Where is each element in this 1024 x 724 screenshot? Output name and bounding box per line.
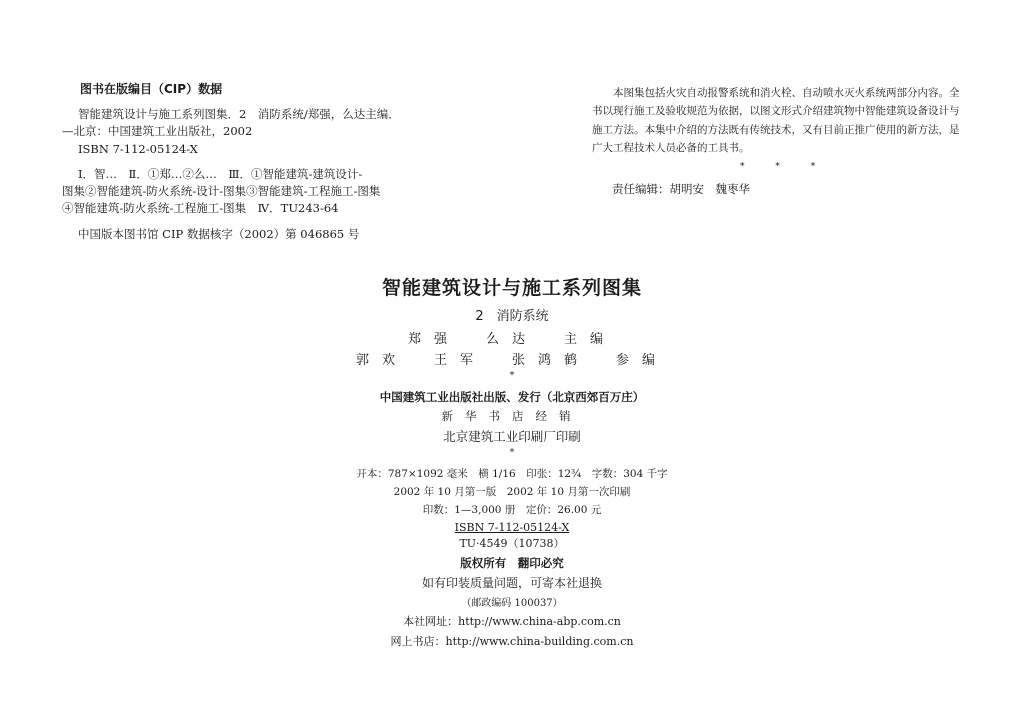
separator-mark: *	[509, 447, 515, 458]
copyright-notice: 版权所有 翻印必究	[460, 555, 564, 570]
format-specs: 开本：787×1092 毫米 横 1/16 印张：12¾ 字数：304 千字	[356, 467, 668, 480]
cip-classification-line: ④智能建筑-防火系统-工程施工-图集 Ⅳ．TU243-64	[62, 201, 339, 216]
colophon-block	[262, 276, 762, 649]
tu-code: TU·4549（10738）	[459, 536, 565, 550]
responsible-editors: 责任编辑：胡明安 魏枣华	[612, 182, 750, 197]
distributor-line: 新华书店经销	[441, 408, 583, 423]
cip-entry-line: 智能建筑设计与施工系列图集．2 消防系统/郑强，么达主编．	[78, 107, 400, 121]
cip-publisher-line: —北京：中国建筑工业出版社，2002	[62, 124, 253, 139]
cip-classification-line: 图集②智能建筑-防火系统-设计-图集③智能建筑-工程施工-图集	[62, 184, 381, 198]
abstract-text: 本图集包括火灾自动报警系统和消火栓、自动喷水灭火系统两部分内容。全书以现行施工及验收规范为依据，以图文形式介绍建筑物中智能建筑设备设计与施工方法。本集中介绍的方法既有传统技术，又有目前正推广使用的新方法，是广大工程技术人员必备的工具书。	[592, 87, 960, 155]
printer-line: 北京建筑工业印刷厂印刷	[443, 428, 581, 444]
edition-info: 2002 年 10 月第一版 2002 年 10 月第一次印刷	[393, 485, 631, 498]
separator-mark: *	[509, 370, 515, 381]
postal-code: （邮政编码 100037）	[461, 597, 563, 609]
online-bookstore: 网上书店：http://www.china-building.com.cn	[390, 634, 634, 648]
volume-title: 2 消防系统	[475, 308, 549, 324]
isbn-number: ISBN 7-112-05124-X	[454, 520, 570, 534]
associate-editors: 郭欢 王军 张鸿鹤 参编	[355, 352, 668, 368]
cip-title: 图书在版编目（CIP）数据	[80, 82, 223, 96]
publisher-website: 本社网址：http://www.china-abp.com.cn	[403, 614, 621, 628]
chief-editors: 郑强 么达 主编	[407, 331, 616, 347]
cip-check-number: 中国版本图书馆 CIP 数据核字（2002）第 046865 号	[78, 226, 360, 241]
separator-marks: * * *	[740, 161, 830, 172]
abstract-block	[592, 84, 964, 199]
publisher-line: 中国建筑工业出版社出版、发行（北京西郊百万庄）	[379, 389, 645, 404]
book-title: 智能建筑设计与施工系列图集	[381, 277, 642, 299]
quality-notice: 如有印装质量问题，可寄本社退换	[421, 575, 602, 590]
cip-isbn: ISBN 7-112-05124-X	[78, 141, 198, 156]
cip-data-block	[62, 80, 442, 243]
cip-classification-line: Ⅰ．智… Ⅱ．①郑…②么… Ⅲ．①智能建筑-建筑设计-	[78, 166, 363, 181]
print-run-price: 印数：1—3,000 册 定价：26.00 元	[422, 503, 602, 516]
